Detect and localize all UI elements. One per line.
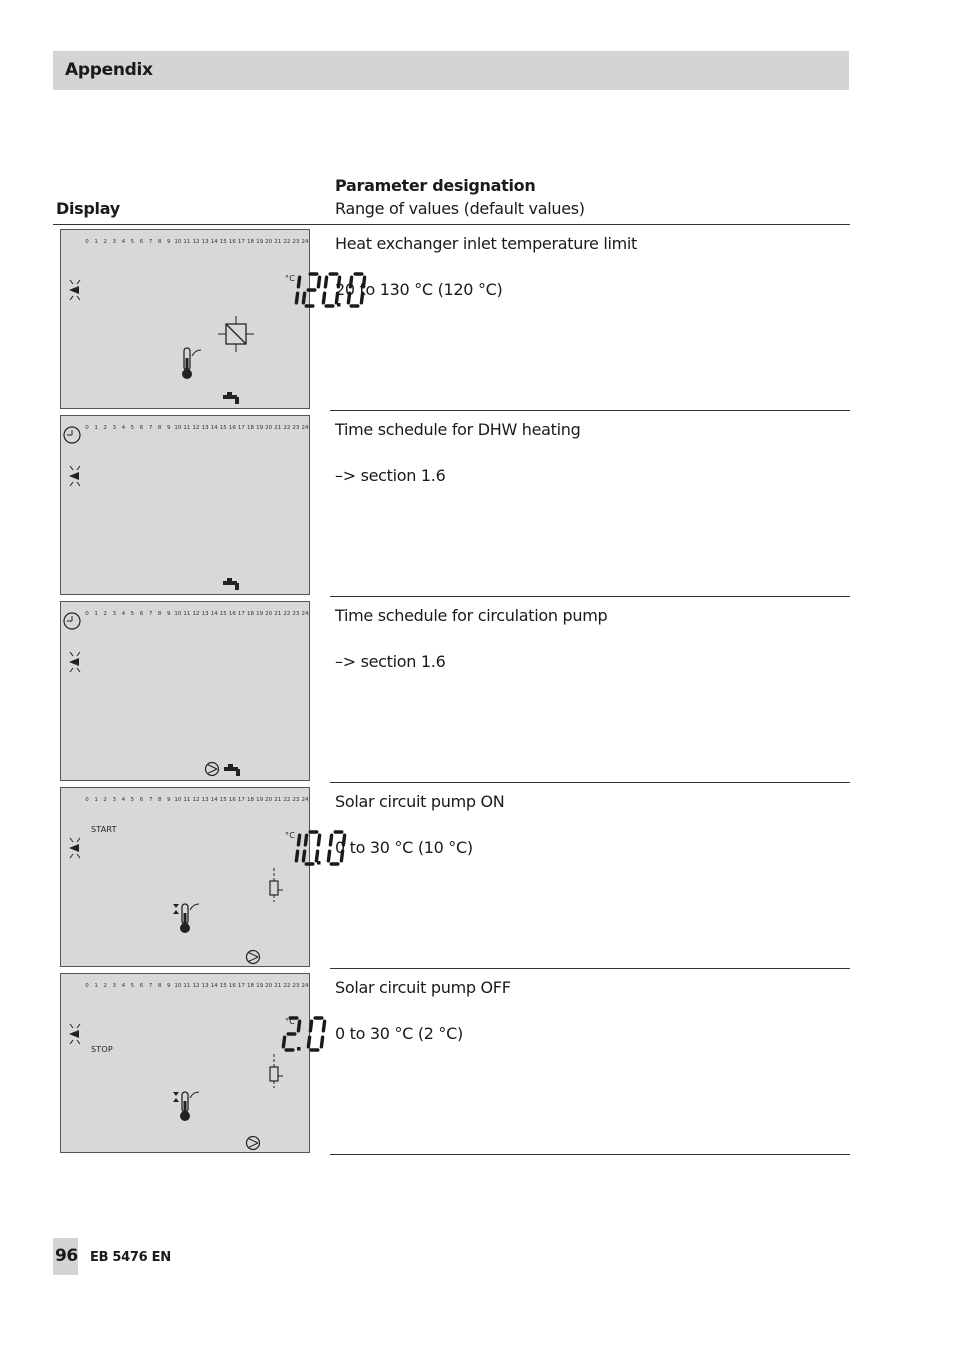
pump-icon	[247, 951, 260, 964]
hour-tick-label: 5	[130, 425, 135, 431]
hour-tick-label: 21	[274, 983, 282, 989]
hour-tick-label: 6	[139, 797, 144, 803]
hour-tick-label: 17	[237, 425, 245, 431]
row-rule	[330, 1154, 850, 1155]
lcd-display	[60, 787, 310, 967]
lcd-icons	[61, 788, 311, 968]
lcd-display	[60, 973, 310, 1153]
hour-tick-label: 4	[121, 797, 126, 803]
lcd-display	[60, 229, 310, 409]
active-arrow-icon	[69, 838, 80, 858]
tap-icon	[223, 578, 239, 590]
hour-tick-label: 5	[130, 611, 135, 617]
column-header-parameter: Parameter designation	[335, 176, 536, 195]
active-arrow-icon	[69, 652, 80, 672]
section-title: Appendix	[65, 60, 153, 80]
hour-tick-label: 9	[167, 239, 171, 245]
lcd-icons	[61, 416, 311, 596]
hour-tick-label: 15	[219, 983, 227, 989]
hour-tick-label: 10	[174, 239, 182, 245]
hour-tick-label: 24	[301, 611, 309, 617]
hour-tick-label: 9	[167, 983, 171, 989]
hour-tick-label: 17	[237, 983, 245, 989]
hour-tick-label: 8	[157, 425, 162, 431]
hour-tick-label: 13	[201, 425, 209, 431]
collector-sensor-icon	[270, 1054, 283, 1088]
hour-tick-label: 21	[274, 239, 282, 245]
hour-tick-label: 7	[148, 425, 153, 431]
hour-tick-label: 3	[112, 797, 116, 803]
hour-tick-label: 12	[192, 425, 200, 431]
hour-tick-label: 2	[103, 611, 107, 617]
hour-tick-label: 19	[256, 611, 264, 617]
lcd-icons	[61, 974, 311, 1154]
hour-tick-label: 19	[256, 239, 264, 245]
hour-tick-label: 1	[94, 425, 98, 431]
hour-tick-label: 19	[256, 797, 264, 803]
hour-tick-label: 16	[228, 983, 236, 989]
hour-tick-label: 10	[174, 611, 182, 617]
lcd-display	[60, 415, 310, 595]
hour-tick-label: 22	[283, 983, 291, 989]
tap-icon	[223, 392, 239, 404]
lcd-status-label: START	[91, 825, 117, 834]
hour-tick-label: 15	[219, 797, 227, 803]
hour-tick-label: 12	[192, 797, 200, 803]
hour-tick-label: 4	[121, 239, 126, 245]
hour-tick-label: 1	[94, 239, 98, 245]
thermometer-icon	[182, 348, 201, 379]
hour-tick-label: 6	[139, 239, 144, 245]
hour-tick-label: 14	[210, 239, 218, 245]
hour-tick-label: 11	[183, 611, 191, 617]
clock-icon	[64, 613, 80, 629]
hour-tick-label: 24	[301, 797, 309, 803]
hour-tick-label: 8	[157, 611, 162, 617]
lcd-status-label: STOP	[91, 1045, 113, 1054]
active-arrow-icon	[69, 1024, 80, 1044]
lcd-icons	[61, 602, 311, 782]
hour-tick-label: 22	[283, 797, 291, 803]
pump-icon	[206, 763, 219, 776]
unit-label: °C	[285, 831, 295, 840]
thermometer-delta-icon	[173, 904, 199, 933]
hour-tick-label: 11	[183, 425, 191, 431]
hour-tick-label: 22	[283, 425, 291, 431]
hour-tick-label: 10	[174, 983, 182, 989]
heat-exchanger-icon	[218, 316, 254, 352]
hour-tick-label: 18	[247, 983, 254, 989]
hour-tick-label: 16	[228, 797, 236, 803]
column-header-display: Display	[56, 199, 120, 218]
page-number: 96	[55, 1246, 78, 1266]
hour-tick-label: 21	[274, 797, 282, 803]
hour-tick-label: 18	[247, 797, 254, 803]
hour-tick-label: 19	[256, 425, 264, 431]
section-header	[53, 51, 849, 90]
hour-tick-label: 7	[148, 611, 153, 617]
hour-tick-label: 3	[112, 611, 116, 617]
pump-icon	[247, 1137, 260, 1150]
parameter-range: –> section 1.6	[335, 652, 446, 671]
hour-tick-label: 12	[192, 611, 200, 617]
hour-tick-label: 14	[210, 425, 218, 431]
hour-tick-label: 13	[201, 611, 209, 617]
hour-tick-label: 16	[228, 239, 236, 245]
unit-label: °C	[285, 1017, 295, 1026]
hour-tick-label: 18	[247, 611, 254, 617]
hour-tick-label: 14	[210, 797, 218, 803]
hour-tick-label: 18	[247, 239, 254, 245]
parameter-range: 20 to 130 °C (120 °C)	[335, 280, 503, 299]
parameter-range: –> section 1.6	[335, 466, 446, 485]
hour-tick-label: 11	[183, 239, 191, 245]
hour-tick-label: 7	[148, 797, 153, 803]
lcd-display	[60, 601, 310, 781]
hour-tick-label: 1	[94, 797, 98, 803]
hour-tick-label: 11	[183, 983, 191, 989]
hour-tick-label: 9	[167, 797, 171, 803]
hour-tick-label: 9	[167, 425, 171, 431]
hour-tick-label: 5	[130, 983, 135, 989]
hour-tick-label: 20	[265, 983, 273, 989]
hour-tick-label: 10	[174, 797, 182, 803]
hour-tick-label: 10	[174, 425, 182, 431]
parameter-name: Solar circuit pump ON	[335, 792, 505, 811]
hour-tick-label: 16	[228, 611, 236, 617]
hour-tick-label: 13	[201, 239, 209, 245]
hour-tick-label: 21	[274, 611, 282, 617]
hour-tick-label: 23	[292, 797, 300, 803]
hour-tick-label: 0	[85, 611, 89, 617]
hour-tick-label: 15	[219, 611, 227, 617]
parameter-range: 0 to 30 °C (2 °C)	[335, 1024, 463, 1043]
tap-icon	[224, 764, 240, 776]
hour-tick-label: 20	[265, 797, 273, 803]
column-header-range: Range of values (default values)	[335, 199, 585, 218]
hour-tick-label: 12	[192, 239, 200, 245]
hour-tick-label: 0	[85, 425, 89, 431]
hour-tick-label: 20	[265, 239, 273, 245]
hour-tick-label: 2	[103, 983, 107, 989]
hour-tick-label: 23	[292, 611, 300, 617]
hour-tick-label: 6	[139, 425, 144, 431]
parameter-name: Time schedule for circulation pump	[335, 606, 608, 625]
clock-icon	[64, 427, 80, 443]
lcd-icons	[61, 230, 311, 410]
hour-tick-label: 19	[256, 983, 264, 989]
table-row	[0, 597, 954, 783]
hour-tick-label: 5	[130, 797, 135, 803]
hour-tick-label: 3	[112, 239, 116, 245]
hour-tick-label: 9	[167, 611, 171, 617]
thermometer-delta-icon	[173, 1092, 199, 1121]
hour-tick-label: 15	[219, 425, 227, 431]
hour-tick-label: 17	[237, 611, 245, 617]
hour-tick-label: 8	[157, 797, 162, 803]
hour-tick-label: 0	[85, 239, 89, 245]
hour-tick-label: 23	[292, 425, 300, 431]
hour-tick-label: 1	[94, 611, 98, 617]
hour-tick-label: 8	[157, 983, 162, 989]
table-row	[0, 969, 954, 1155]
hour-tick-label: 2	[103, 797, 107, 803]
hour-tick-label: 3	[112, 983, 116, 989]
hour-tick-label: 4	[121, 611, 126, 617]
hour-tick-label: 2	[103, 425, 107, 431]
hour-tick-label: 16	[228, 425, 236, 431]
hour-tick-label: 15	[219, 239, 227, 245]
hour-tick-label: 20	[265, 611, 273, 617]
hour-tick-label: 7	[148, 983, 153, 989]
table-row	[0, 225, 954, 411]
hour-tick-label: 13	[201, 797, 209, 803]
hour-tick-label: 14	[210, 983, 218, 989]
active-arrow-icon	[69, 280, 80, 300]
hour-tick-label: 24	[301, 983, 309, 989]
document-id: EB 5476 EN	[90, 1250, 171, 1265]
active-arrow-icon	[69, 466, 80, 486]
hour-tick-label: 11	[183, 797, 191, 803]
hour-tick-label: 6	[139, 983, 144, 989]
hour-tick-label: 17	[237, 797, 245, 803]
hour-tick-label: 0	[85, 983, 89, 989]
parameter-range: 0 to 30 °C (10 °C)	[335, 838, 473, 857]
parameter-name: Heat exchanger inlet temperature limit	[335, 234, 638, 253]
hour-tick-label: 22	[283, 611, 291, 617]
hour-tick-label: 14	[210, 611, 218, 617]
parameter-name: Time schedule for DHW heating	[335, 420, 581, 439]
hour-tick-label: 3	[112, 425, 116, 431]
parameter-name: Solar circuit pump OFF	[335, 978, 511, 997]
hour-tick-label: 23	[292, 239, 300, 245]
hour-tick-label: 23	[292, 983, 300, 989]
hour-tick-label: 4	[121, 983, 126, 989]
hour-tick-label: 2	[103, 239, 107, 245]
hour-tick-label: 21	[274, 425, 282, 431]
hour-tick-label: 4	[121, 425, 126, 431]
hour-tick-label: 13	[201, 983, 209, 989]
hour-tick-label: 1	[94, 983, 98, 989]
hour-tick-label: 12	[192, 983, 200, 989]
hour-tick-label: 8	[157, 239, 162, 245]
table-row	[0, 783, 954, 969]
hour-tick-label: 0	[85, 797, 89, 803]
collector-sensor-icon	[270, 868, 283, 902]
hour-tick-label: 22	[283, 239, 291, 245]
hour-tick-label: 5	[130, 239, 135, 245]
hour-tick-label: 17	[237, 239, 245, 245]
table-row	[0, 411, 954, 597]
hour-tick-label: 7	[148, 239, 153, 245]
unit-label: °C	[285, 274, 295, 283]
hour-tick-label: 24	[301, 239, 309, 245]
hour-tick-label: 24	[301, 425, 309, 431]
hour-tick-label: 6	[139, 611, 144, 617]
hour-tick-label: 18	[247, 425, 254, 431]
hour-tick-label: 20	[265, 425, 273, 431]
